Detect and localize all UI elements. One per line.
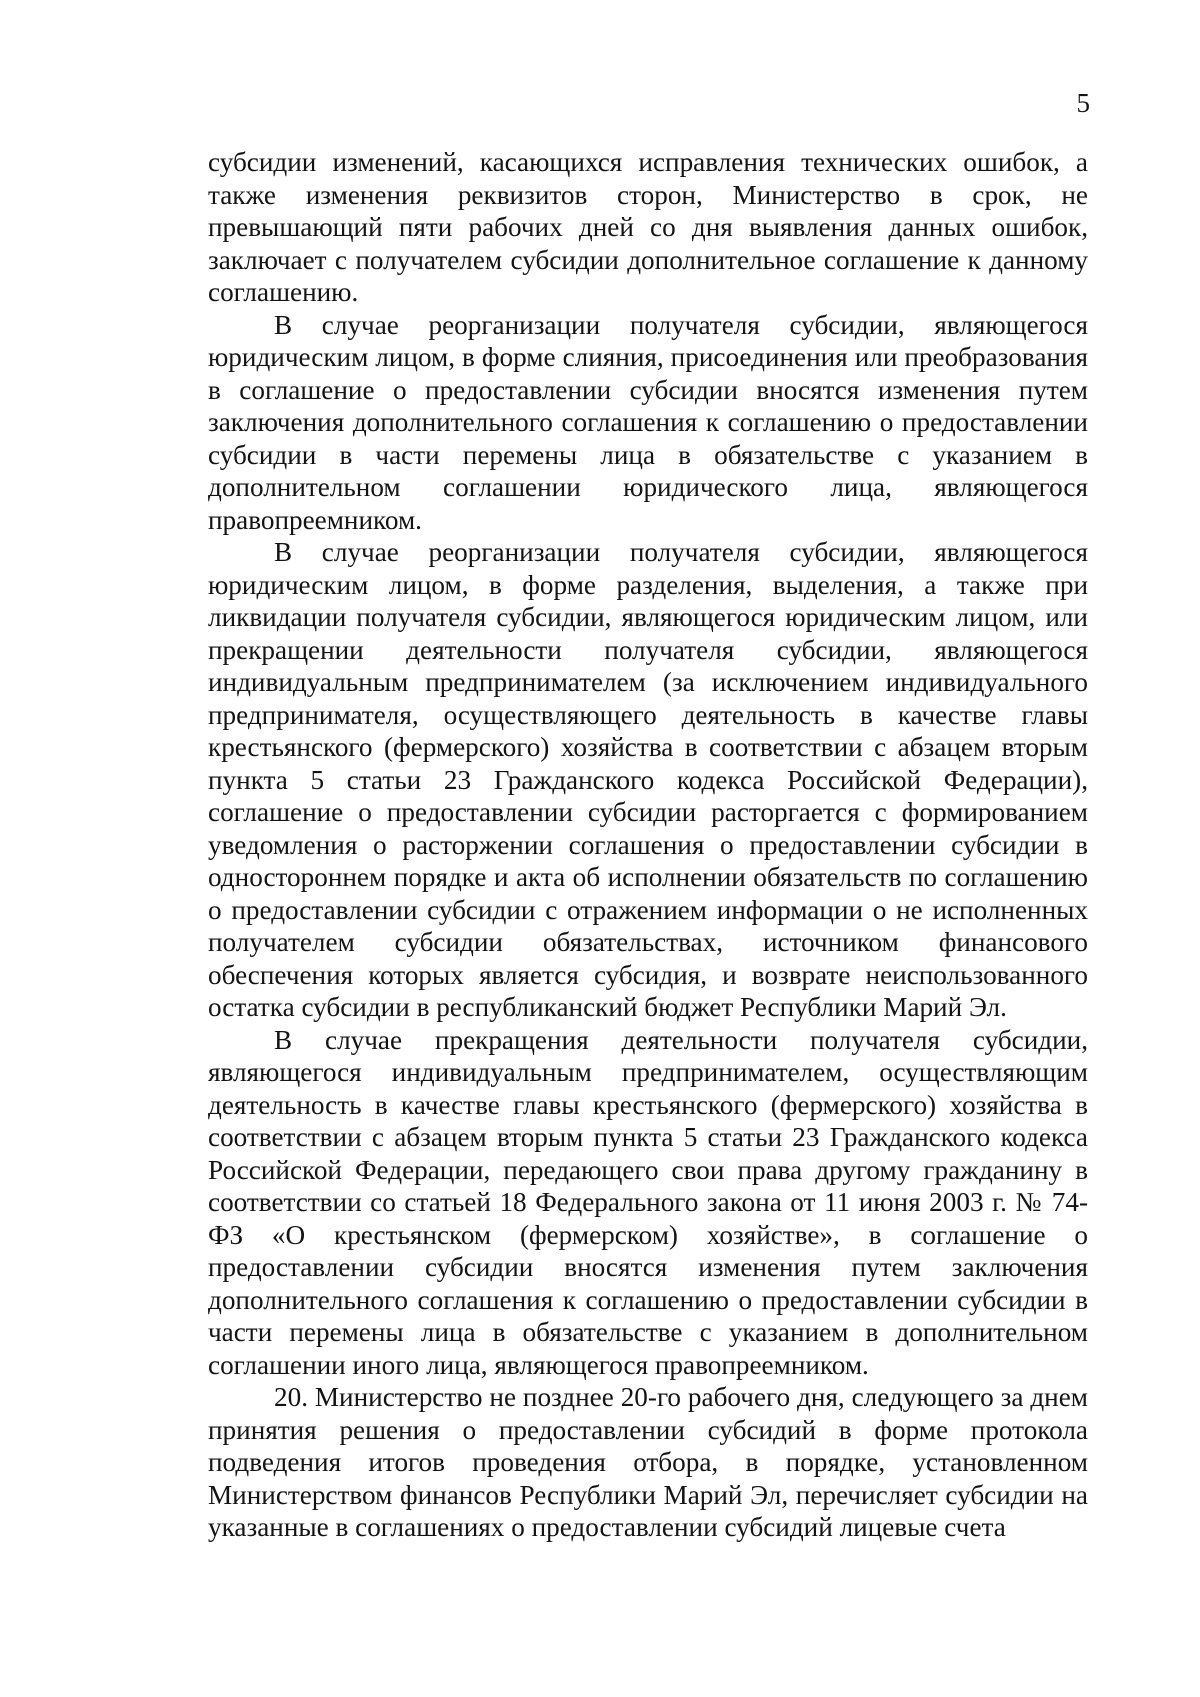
paragraph-reorganization-merger: В случае реорганизации получателя субсидии, являющегося юридическим лицом, в форме слияния, присоединения или преобразования в соглашение о предоставлении субсидии вносятся изменения путем заключения дополнительного соглашения к соглашению о предоставлении субсидии в части перемены лица в обязательстве с указанием в дополнительном соглашении юридического лица, являющегося правопреемником. [208, 309, 1088, 535]
paragraph-reorganization-division: В случае реорганизации получателя субсидии, являющегося юридическим лицом, в форме разделения, выделения, а также при ликвидации получателя субсидии, являющегося юридическим лицом, или прекращении деятельности получателя субсидии, являющегося индивидуальным предпринимателем (за исключением индивидуального предпринимателя, осуществляющего деятельность в качестве главы крестьянского (фермерского) хозяйства в соответствии с абзацем вторым пункта 5 статьи 23 Гражданского кодекса Российской Федерации), соглашение о предоставлении субсидии расторгается с формированием уведомления о расторжении соглашения о предоставлении субсидии в одностороннем порядке и акта об исполнении обязательств по соглашению о предоставлении субсидии с отражением информации о не исполненных получателем субсидии обязательствах, источником финансового обеспечения которых является субсидия, и возврате неиспользованного остатка субсидии в республиканский бюджет Республики Марий Эл. [208, 537, 1088, 1022]
paragraph-farm-termination: В случае прекращения деятельности получателя субсидии, являющегося индивидуальным предпринимателем, осуществляющим деятельность в качестве главы крестьянского (фермерского) хозяйства в соответствии с абзацем вторым пункта 5 статьи 23 Гражданского кодекса Российской Федерации, передающего свои права другому гражданину в соответствии со статьей 18 Федерального закона от 11 июня 2003 г. № 74-ФЗ «О крестьянском (фермерском) хозяйстве», в соглашение о предоставлении субсидии вносятся изменения путем заключения дополнительного соглашения к соглашению о предоставлении субсидии в части перемены лица в обязательстве с указанием в дополнительном соглашении иного лица, являющегося правопреемником. [208, 1024, 1088, 1380]
page-number: 5 [1076, 88, 1090, 118]
paragraph-continuation: субсидии изменений, касающихся исправления технических ошибок, а также изменения реквизитов сторон, Министерство в срок, не превышающий пяти рабочих дней со дня выявления данных ошибок, заключает с получателем субсидии дополнительное соглашение к данному соглашению. [208, 147, 1088, 307]
document-body [208, 146, 1088, 1544]
paragraph-item-20: 20. Министерство не позднее 20-го рабочего дня, следующего за днем принятия решения о предоставлении субсидий в форме протокола подведения итогов проведения отбора, в порядке, установленном Министерством финансов Республики Марий Эл, перечисляет субсидии на указанные в соглашениях о предоставлении субсидий лицевые счета [208, 1382, 1088, 1542]
